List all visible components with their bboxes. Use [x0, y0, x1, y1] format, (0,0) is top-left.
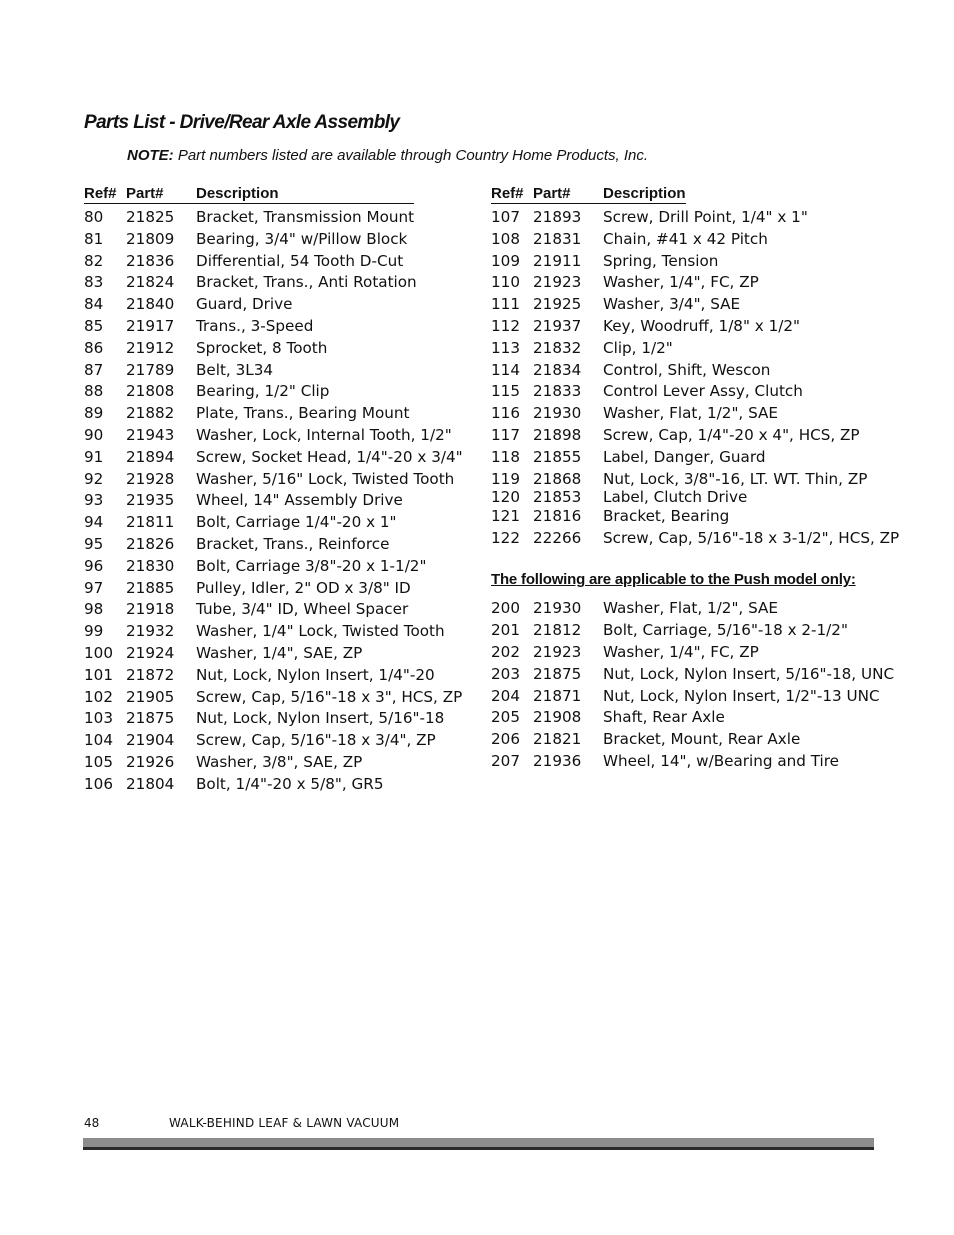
part-description: Washer, 1/4", FC, ZP [603, 642, 759, 661]
part-description: Bracket, Mount, Rear Axle [603, 730, 801, 749]
ref-number: 207 [491, 751, 520, 770]
table-row [491, 729, 856, 751]
ref-number: 92 [84, 469, 104, 488]
ref-number: 90 [84, 425, 104, 444]
ref-number: 202 [491, 642, 520, 661]
part-description: Screw, Cap, 5/16"-18 x 3-1/2", HCS, ZP [603, 528, 900, 547]
part-description: Washer, 5/16" Lock, Twisted Tooth [196, 469, 455, 488]
page-number: 48 [84, 1116, 100, 1130]
table-row [491, 707, 856, 729]
part-number: 21872 [126, 665, 175, 684]
part-description: Washer, 3/8", SAE, ZP [196, 752, 363, 771]
part-number: 21923 [533, 642, 582, 661]
ref-number: 107 [491, 208, 520, 226]
header-part: Part# [126, 185, 164, 202]
header-ref: Ref# [84, 185, 117, 202]
header-underline [84, 203, 414, 204]
table-row [491, 751, 856, 773]
part-description: Guard, Drive [196, 295, 293, 314]
table-row [491, 425, 860, 447]
page-title: Parts List - Drive/Rear Axle Assembly [84, 112, 400, 133]
ref-number: 98 [84, 600, 104, 619]
part-description: Chain, #41 x 42 Pitch [603, 229, 768, 248]
note [127, 147, 648, 164]
part-description: Control, Shift, Wescon [603, 360, 771, 379]
table-row [491, 360, 856, 382]
part-number: 21930 [533, 404, 582, 423]
part-description: Wheel, 14" Assembly Drive [196, 491, 403, 510]
part-number: 21904 [126, 731, 175, 750]
part-description: Nut, Lock, 3/8"-16, LT. WT. Thin, ZP [603, 469, 868, 488]
part-description: Label, Danger, Guard [603, 447, 766, 466]
part-description: Wheel, 14", w/Bearing and Tire [603, 751, 840, 770]
part-description: Control Lever Assy, Clutch [603, 382, 803, 401]
table-row [491, 251, 856, 273]
part-number: 21868 [533, 469, 582, 488]
ref-number: 81 [84, 229, 104, 248]
part-number: 21893 [533, 208, 582, 226]
table-row [491, 294, 856, 316]
part-number: 21928 [126, 469, 175, 488]
ref-number: 117 [491, 425, 520, 444]
part-description: Screw, Socket Head, 1/4"-20 x 3/4" [196, 447, 463, 466]
ref-number: 111 [491, 295, 520, 314]
part-number: 21875 [126, 709, 175, 728]
part-number: 21816 [533, 506, 582, 525]
part-number: 21885 [126, 578, 175, 597]
ref-number: 80 [84, 208, 104, 226]
part-description: Bolt, Carriage 3/8"-20 x 1-1/2" [196, 556, 427, 575]
header-part: Part# [533, 185, 571, 202]
part-number: 21898 [533, 425, 582, 444]
table-row [491, 207, 856, 229]
ref-number: 116 [491, 404, 520, 423]
part-number: 21812 [533, 621, 582, 640]
part-number: 21882 [126, 404, 175, 423]
ref-number: 112 [491, 316, 520, 335]
ref-number: 99 [84, 622, 104, 641]
part-description: Bracket, Transmission Mount [196, 208, 415, 226]
ref-number: 85 [84, 316, 104, 335]
ref-number: 96 [84, 556, 104, 575]
ref-number: 101 [84, 665, 113, 684]
part-description: Bracket, Bearing [603, 506, 730, 525]
part-description: Sprocket, 8 Tooth [196, 338, 328, 357]
part-description: Clip, 1/2" [603, 338, 673, 357]
ref-number: 121 [491, 506, 520, 525]
ref-number: 120 [491, 488, 520, 507]
part-description: Trans., 3-Speed [196, 316, 314, 335]
header-underline [491, 203, 686, 204]
part-description: Washer, 1/4", SAE, ZP [196, 643, 363, 662]
ref-number: 87 [84, 360, 104, 379]
part-number: 21834 [533, 360, 582, 379]
part-number: 21905 [126, 687, 175, 706]
ref-number: 110 [491, 273, 520, 292]
ref-number: 97 [84, 578, 104, 597]
table-row [491, 528, 900, 550]
part-description: Nut, Lock, Nylon Insert, 5/16"-18, UNC [603, 664, 895, 683]
push-model-heading: The following are applicable to the Push model only: [491, 571, 856, 589]
parts-table-right [491, 185, 900, 773]
part-number: 21918 [126, 600, 175, 619]
part-description: Washer, 3/4", SAE [603, 295, 741, 314]
table-row [491, 598, 856, 620]
part-number: 21821 [533, 730, 582, 749]
part-description: Shaft, Rear Axle [603, 708, 725, 727]
part-number: 21875 [533, 664, 582, 683]
ref-number: 114 [491, 360, 520, 379]
part-description: Washer, Lock, Internal Tooth, 1/2" [196, 425, 452, 444]
ref-number: 103 [84, 709, 113, 728]
part-number: 21832 [533, 338, 582, 357]
part-number: 21826 [126, 534, 175, 553]
part-number: 21833 [533, 382, 582, 401]
table-row [491, 642, 856, 664]
part-description: Screw, Cap, 5/16"-18 x 3", HCS, ZP [196, 687, 463, 706]
note-label: NOTE: [127, 147, 174, 164]
part-description: Bolt, 1/4"-20 x 5/8", GR5 [196, 774, 384, 793]
ref-number: 82 [84, 251, 104, 270]
part-number: 21943 [126, 425, 175, 444]
part-description: Spring, Tension [603, 251, 719, 270]
ref-number: 104 [84, 731, 113, 750]
part-description: Pulley, Idler, 2" OD x 3/8" ID [196, 578, 411, 597]
part-description: Bolt, Carriage, 5/16"-18 x 2-1/2" [603, 621, 848, 640]
part-description: Nut, Lock, Nylon Insert, 5/16"-18 [196, 709, 445, 728]
part-number: 21936 [533, 751, 582, 770]
ref-number: 102 [84, 687, 113, 706]
footer-rule [83, 1138, 874, 1150]
rows-right [491, 207, 900, 549]
ref-number: 115 [491, 382, 520, 401]
ref-number: 95 [84, 534, 104, 553]
ref-number: 88 [84, 382, 104, 401]
table-row [491, 338, 856, 360]
part-number: 21809 [126, 229, 175, 248]
part-number: 21908 [533, 708, 582, 727]
table-header-right [491, 185, 856, 204]
part-description: Tube, 3/4" ID, Wheel Spacer [196, 600, 409, 619]
table-row [491, 487, 856, 506]
ref-number: 201 [491, 621, 520, 640]
part-description: Bolt, Carriage 1/4"-20 x 1" [196, 513, 397, 532]
table-row [491, 506, 856, 528]
part-number: 21917 [126, 316, 175, 335]
part-number: 22266 [533, 528, 582, 547]
part-description: Bracket, Trans., Reinforce [196, 534, 390, 553]
ref-number: 119 [491, 469, 520, 488]
part-description: Differential, 54 Tooth D-Cut [196, 251, 404, 270]
part-description: Washer, 1/4" Lock, Twisted Tooth [196, 622, 445, 641]
table-row [491, 316, 856, 338]
part-description: Nut, Lock, Nylon Insert, 1/4"-20 [196, 665, 435, 684]
part-description: Bearing, 3/4" w/Pillow Block [196, 229, 408, 248]
header-description: Description [196, 185, 279, 202]
part-number: 21925 [533, 295, 582, 314]
ref-number: 206 [491, 730, 520, 749]
part-number: 21935 [126, 491, 175, 510]
part-description: Key, Woodruff, 1/8" x 1/2" [603, 316, 801, 335]
table-row [491, 686, 880, 708]
ref-number: 203 [491, 664, 520, 683]
part-description: Screw, Cap, 5/16"-18 x 3/4", ZP [196, 731, 436, 750]
note-text: Part numbers listed are available through Country Home Products, Inc. [173, 147, 649, 164]
table-row [491, 447, 856, 469]
ref-number: 122 [491, 528, 520, 547]
ref-number: 205 [491, 708, 520, 727]
part-number: 21811 [126, 513, 175, 532]
rows-push-model [491, 598, 895, 772]
table-row [491, 381, 856, 403]
ref-number: 118 [491, 447, 520, 466]
ref-number: 113 [491, 338, 520, 357]
part-number: 21930 [533, 599, 582, 618]
ref-number: 83 [84, 273, 104, 292]
part-description: Washer, Flat, 1/2", SAE [603, 404, 778, 423]
part-description: Screw, Drill Point, 1/4" x 1" [603, 208, 808, 226]
ref-number: 84 [84, 295, 104, 314]
part-number: 21911 [533, 251, 582, 270]
part-number: 21912 [126, 338, 175, 357]
part-number: 21804 [126, 774, 175, 793]
ref-number: 204 [491, 686, 520, 705]
part-description: Label, Clutch Drive [603, 488, 748, 507]
part-number: 21853 [533, 488, 582, 507]
ref-number: 89 [84, 404, 104, 423]
part-number: 21789 [126, 360, 175, 379]
ref-number: 86 [84, 338, 104, 357]
table-row [491, 272, 856, 294]
part-description: Belt, 3L34 [196, 360, 274, 379]
part-number: 21932 [126, 622, 175, 641]
ref-number: 91 [84, 447, 104, 466]
part-number: 21894 [126, 447, 175, 466]
ref-number: 109 [491, 251, 520, 270]
part-number: 21924 [126, 643, 175, 662]
part-number: 21830 [126, 556, 175, 575]
part-description: Plate, Trans., Bearing Mount [196, 404, 410, 423]
part-number: 21937 [533, 316, 582, 335]
table-row [491, 469, 868, 488]
table-row [491, 229, 856, 251]
table-row [491, 403, 856, 425]
header-ref: Ref# [491, 185, 524, 202]
part-number: 21840 [126, 295, 175, 314]
part-number: 21855 [533, 447, 582, 466]
part-number: 21825 [126, 208, 175, 226]
part-number: 21871 [533, 686, 582, 705]
ref-number: 105 [84, 752, 113, 771]
ref-number: 108 [491, 229, 520, 248]
part-number: 21926 [126, 752, 175, 771]
part-description: Bearing, 1/2" Clip [196, 382, 330, 401]
part-number: 21836 [126, 251, 175, 270]
table-row [491, 620, 856, 642]
part-number: 21831 [533, 229, 582, 248]
part-description: Washer, 1/4", FC, ZP [603, 273, 759, 292]
part-number: 21923 [533, 273, 582, 292]
footer-title: WALK-BEHIND LEAF & LAWN VACUUM [169, 1116, 400, 1130]
ref-number: 100 [84, 643, 113, 662]
part-description: Screw, Cap, 1/4"-20 x 4", HCS, ZP [603, 425, 860, 444]
header-description: Description [603, 185, 686, 202]
ref-number: 94 [84, 513, 104, 532]
part-description: Bracket, Trans., Anti Rotation [196, 273, 417, 292]
part-number: 21808 [126, 382, 175, 401]
part-description: Washer, Flat, 1/2", SAE [603, 599, 778, 618]
part-description: Nut, Lock, Nylon Insert, 1/2"-13 UNC [603, 686, 880, 705]
ref-number: 93 [84, 491, 104, 510]
ref-number: 200 [491, 599, 520, 618]
ref-number: 106 [84, 774, 113, 793]
table-row [491, 664, 895, 686]
part-number: 21824 [126, 273, 175, 292]
